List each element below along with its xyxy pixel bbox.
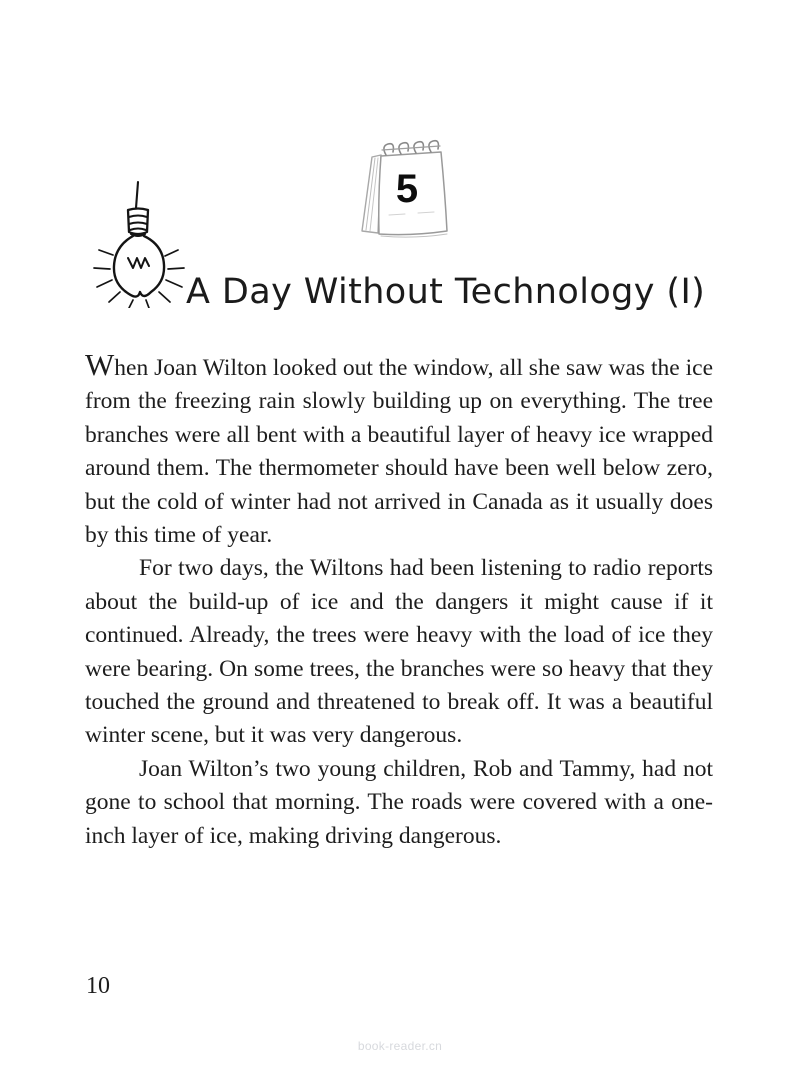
paragraph-1 bbox=[85, 347, 713, 552]
chapter-number: 5 bbox=[395, 167, 419, 211]
body-text bbox=[85, 347, 713, 853]
chapter-header bbox=[0, 130, 800, 315]
watermark: book-reader.cn bbox=[357, 1039, 443, 1053]
paragraph-initial-cap: W bbox=[85, 347, 115, 382]
paragraph-1-text: hen Joan Wilton looked out the window, all she saw was the ice from the freezing rain slowly building up on everything. The tree branches were all bent with a beautiful layer of heavy ice wrapped around them. The thermometer should have been well below zero, but the cold of winter had not arrived in Canada as it usually does by this time of year. bbox=[85, 355, 713, 549]
flip-calendar-icon bbox=[348, 135, 466, 247]
chapter-title: A Day Without Technology (I) bbox=[186, 272, 706, 313]
lightbulb-idea-icon bbox=[83, 180, 195, 308]
paragraph-3: Joan Wilton’s two young children, Rob and Tammy, had not gone to school that morning. The roads were covered with a one-inch layer of ice, making driving dangerous. bbox=[85, 755, 713, 849]
page-number: 10 bbox=[86, 973, 110, 999]
paragraph-2: For two days, the Wiltons had been listening to radio reports about the build-up of ice and the dangers it might cause if it continued. Already, the trees were heavy with the load of ice they were bearing. On some trees, the branches were so heavy that they touched the ground and threatened to break off. It was a beautiful winter scene, but it was very dangerous. bbox=[85, 555, 713, 749]
